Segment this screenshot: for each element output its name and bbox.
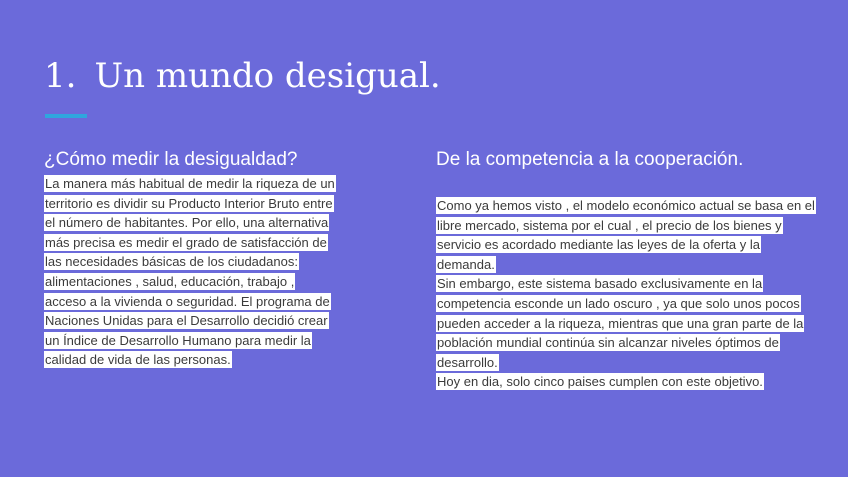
title-text: Un mundo desigual.	[94, 56, 441, 96]
right-column-body	[436, 196, 820, 392]
right-paragraph: Sin embargo, este sistema basado exclusivamente en la competencia esconde un lado oscuro , ya que solo unos pocos pueden acceder a la riqueza, mientras que una gran parte de la población mundial continúa sin alcanzar niveles óptimos de desarrollo.	[437, 276, 804, 370]
slide-title	[44, 52, 441, 100]
left-column-body	[44, 174, 336, 370]
title-accent-line	[45, 114, 87, 118]
right-paragraph: Como ya hemos visto , el modelo económico actual se basa en el libre mercado, sistema por el cual , el precio de los bienes y servicio es acordado mediante las leyes de la oferta y la demanda.	[437, 198, 815, 272]
left-body-text: La manera más habitual de medir la riqueza de un territorio es dividir su Producto Interior Bruto entre el número de habitantes. Por ello, una alternativa más precisa es medir el grado de satisfacción de las necesidades básicas de los ciudadanos: alimentaciones , salud, educación, trabajo , acceso a la vivienda o seguridad. El programa de Naciones Unidas para el Desarrollo decidió crear un Índice de Desarrollo Humano para medir la calidad de vida de las personas.	[45, 176, 335, 368]
title-number: 1.	[44, 56, 77, 96]
right-paragraph: Hoy en dia, solo cinco paises cumplen con este objetivo.	[437, 374, 763, 390]
left-column-heading: ¿Cómo medir la desigualdad?	[44, 149, 298, 170]
right-column-heading: De la competencia a la cooperación.	[436, 149, 744, 170]
